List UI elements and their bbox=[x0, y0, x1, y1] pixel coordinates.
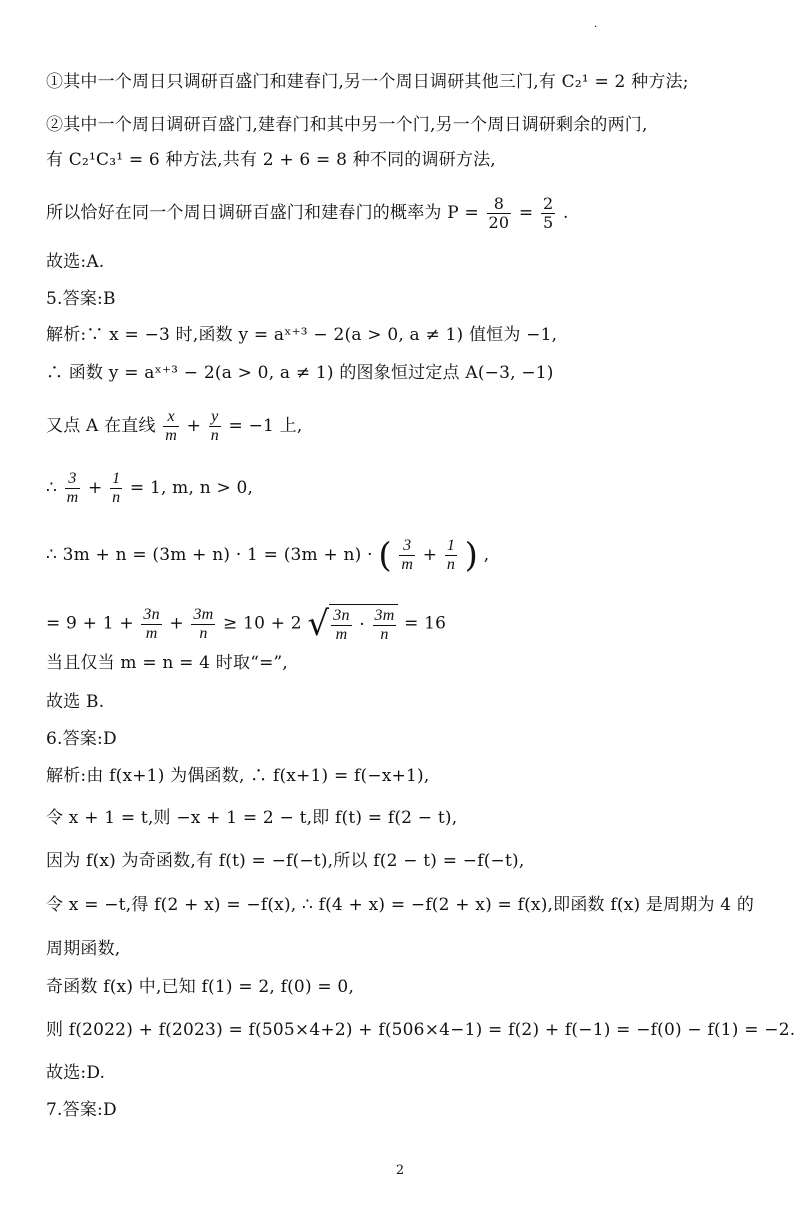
fraction-3n-m: $\frac{3n}{m}$ bbox=[143, 605, 160, 642]
answer-7: 7.答案:D bbox=[46, 1100, 117, 1120]
line-10: ∴ $\frac{3}{m}$ + $\frac{1}{n}$ = 1, m, n > 0, bbox=[46, 470, 254, 506]
line-3: 有 C₂¹C₃¹ = 6 种方法,共有 2 + 6 = 8 种不同的调研方法, bbox=[46, 150, 496, 170]
line-12: = 9 + 1 + $\frac{3n}{m}$ + $\frac{3m}{n}$ ≥ 10 + 2 √ $\frac{3n}{m}$ · $\frac{3m}{n}$ = 16 bbox=[46, 604, 447, 644]
line-23: 故选:D. bbox=[46, 1063, 106, 1083]
answer-5: 5.答案:B bbox=[46, 289, 116, 309]
line-14: 故选 B. bbox=[46, 692, 105, 712]
line-5: 故选:A. bbox=[46, 252, 105, 272]
line-13: 当且仅当 m = n = 4 时取“=”, bbox=[46, 653, 289, 673]
line-7: 解析:∵ x = −3 时,函数 y = aˣ⁺³ − 2(a > 0, a ≠ 1) 值恒为 −1, bbox=[46, 325, 558, 345]
line-16: 解析:由 f(x+1) 为偶函数, ∴ f(x+1) = f(−x+1), bbox=[46, 766, 430, 786]
line-21: 奇函数 f(x) 中,已知 f(1) = 2, f(0) = 0, bbox=[46, 977, 355, 997]
fraction-x-m: $\frac{x}{m}$ bbox=[165, 408, 178, 444]
page-number: 2 bbox=[395, 1163, 405, 1178]
line-17: 令 x + 1 = t,则 −x + 1 = 2 − t,即 f(t) = f(2 − t), bbox=[46, 808, 458, 828]
scan-dot: · bbox=[594, 22, 598, 33]
fraction-8-20: $\frac{8}{20}$ bbox=[488, 194, 510, 232]
fraction-y-n: $\frac{y}{n}$ bbox=[210, 408, 219, 444]
line-11: ∴ 3m + n = (3m + n) · 1 = (3m + n) · ( $\frac{3}{m}$ + $\frac{1}{n}$ ) , bbox=[46, 535, 490, 576]
fraction-3-m: $\frac{3}{m}$ bbox=[66, 470, 79, 506]
fraction-3-m-b: $\frac{3}{m}$ bbox=[401, 537, 414, 573]
line-22: 则 f(2022) + f(2023) = f(505×4+2) + f(506×4−1) = f(2) + f(−1) = −f(0) − f(1) = −2. bbox=[46, 1020, 796, 1040]
line-4: 所以恰好在同一个周日调研百盛门和建春门的概率为 P = $\frac{8}{20}$ = $\frac{2}{5}$ . bbox=[46, 194, 569, 232]
fraction-2-5: $\frac{2}{5}$ bbox=[542, 194, 554, 232]
line-20: 周期函数, bbox=[46, 939, 121, 959]
fraction-1-n-b: $\frac{1}{n}$ bbox=[446, 537, 456, 573]
line-2: ②其中一个周日调研百盛门,建春门和其中另一个门,另一个周日调研剩余的两门, bbox=[46, 115, 648, 135]
line-18: 因为 f(x) 为奇函数,有 f(t) = −f(−t),所以 f(2 − t) = −f(−t), bbox=[46, 851, 525, 871]
line-19: 令 x = −t,得 f(2 + x) = −f(x), ∴ f(4 + x) = −f(2 + x) = f(x),即函数 f(x) 是周期为 4 的 bbox=[46, 895, 755, 915]
fraction-1-n: $\frac{1}{n}$ bbox=[112, 470, 121, 506]
line-9: 又点 A 在直线 $\frac{x}{m}$ + $\frac{y}{n}$ = −1 上, bbox=[46, 408, 303, 444]
square-root: √ $\frac{3n}{m}$ · $\frac{3m}{n}$ bbox=[307, 604, 398, 644]
line-4-text: 所以恰好在同一个周日调研百盛门和建春门的概率为 P = bbox=[46, 203, 479, 223]
line-1: ①其中一个周日只调研百盛门和建春门,另一个周日调研其他三门,有 C₂¹ = 2 种方法; bbox=[46, 72, 689, 92]
answer-6: 6.答案:D bbox=[46, 729, 117, 749]
line-8: ∴ 函数 y = aˣ⁺³ − 2(a > 0, a ≠ 1) 的图象恒过定点 A(−3, −1) bbox=[46, 363, 554, 383]
fraction-3m-n: $\frac{3m}{n}$ bbox=[193, 605, 214, 642]
